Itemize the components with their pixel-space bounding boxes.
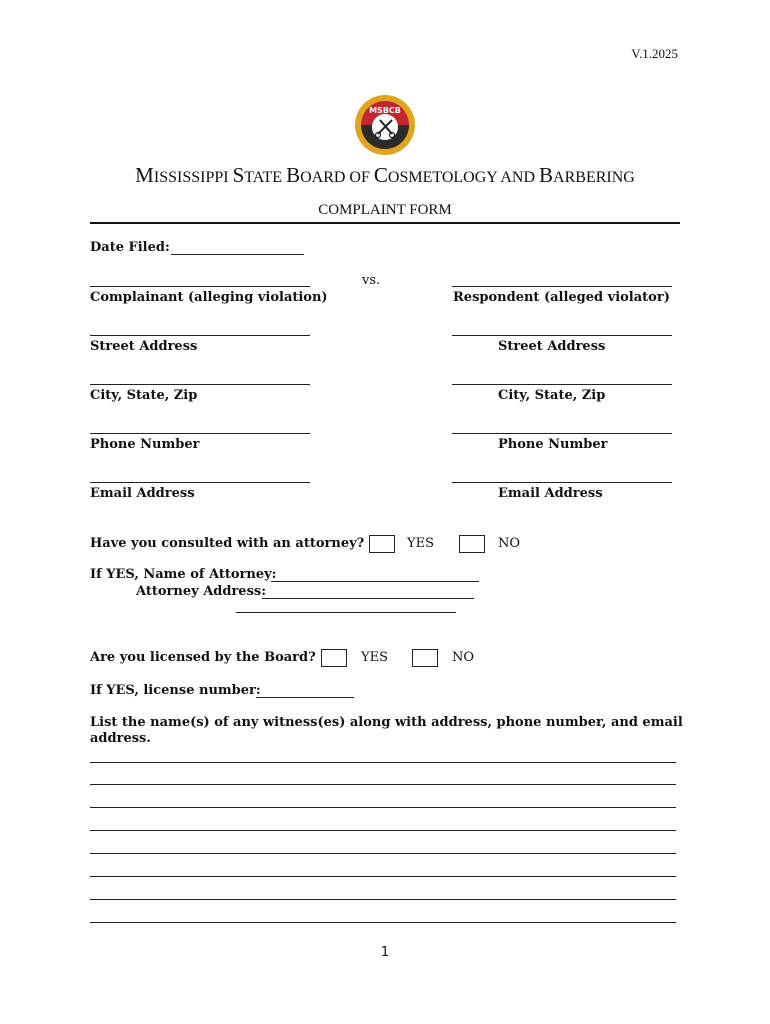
witness-instructions-line2: address. bbox=[90, 731, 151, 746]
attorney-no-label: NO bbox=[498, 536, 521, 551]
respondent-street-field[interactable] bbox=[452, 335, 672, 336]
witness-line[interactable] bbox=[90, 830, 676, 831]
attorney-question: Have you consulted with an attorney? bbox=[90, 536, 365, 551]
respondent-email-label: Email Address bbox=[498, 486, 603, 501]
witness-line[interactable] bbox=[90, 922, 676, 923]
witness-line[interactable] bbox=[90, 807, 676, 808]
version-label: V.1.2025 bbox=[631, 46, 678, 61]
license-number-label: If YES, license number: bbox=[90, 683, 261, 698]
attorney-name-field[interactable] bbox=[271, 581, 479, 582]
license-number-field[interactable] bbox=[256, 697, 354, 698]
attorney-name-label: If YES, Name of Attorney: bbox=[90, 567, 277, 582]
license-yes-checkbox[interactable] bbox=[321, 649, 347, 667]
logo-text: MSBCB bbox=[369, 106, 401, 115]
witness-line[interactable] bbox=[90, 784, 676, 785]
page-number: 1 bbox=[380, 945, 390, 960]
witness-line[interactable] bbox=[90, 762, 676, 763]
attorney-no-checkbox[interactable] bbox=[459, 535, 485, 553]
complainant-email-field[interactable] bbox=[90, 482, 310, 483]
respondent-city-label: City, State, Zip bbox=[498, 388, 606, 403]
attorney-address-field-line2[interactable] bbox=[236, 612, 456, 613]
respondent-street-label: Street Address bbox=[498, 339, 606, 354]
witness-line[interactable] bbox=[90, 853, 676, 854]
complainant-email-label: Email Address bbox=[90, 486, 195, 501]
witness-instructions bbox=[90, 715, 683, 747]
msbcb-seal-logo bbox=[354, 94, 416, 156]
complainant-city-field[interactable] bbox=[90, 384, 310, 385]
respondent-phone-field[interactable] bbox=[452, 433, 672, 434]
date-filed-label: Date Filed: bbox=[90, 240, 170, 255]
respondent-name-field[interactable] bbox=[452, 286, 672, 287]
license-question: Are you licensed by the Board? bbox=[90, 650, 316, 665]
complainant-phone-field[interactable] bbox=[90, 433, 310, 434]
witness-line[interactable] bbox=[90, 899, 676, 900]
attorney-yes-label: YES bbox=[407, 536, 434, 551]
complainant-street-label: Street Address bbox=[90, 339, 198, 354]
form-subtitle: COMPLAINT FORM bbox=[318, 202, 452, 218]
page-title: MISSISSIPPI STATE BOARD OF COSMETOLOGY AND BARBERING bbox=[135, 163, 635, 187]
attorney-yes-checkbox[interactable] bbox=[369, 535, 395, 553]
respondent-name-label: Respondent (alleged violator) bbox=[453, 290, 670, 305]
attorney-address-field[interactable] bbox=[262, 598, 474, 599]
vs-label: vs. bbox=[362, 273, 381, 288]
witness-instructions-line1: List the name(s) of any witness(es) along with address, phone number, and email bbox=[90, 715, 683, 730]
complainant-name-field[interactable] bbox=[90, 286, 310, 287]
witness-line[interactable] bbox=[90, 876, 676, 877]
respondent-city-field[interactable] bbox=[452, 384, 672, 385]
date-filed-field[interactable] bbox=[171, 254, 304, 255]
attorney-address-label: Attorney Address: bbox=[136, 584, 267, 599]
license-no-label: NO bbox=[452, 650, 475, 665]
license-no-checkbox[interactable] bbox=[412, 649, 438, 667]
title-divider bbox=[90, 222, 680, 224]
complainant-city-label: City, State, Zip bbox=[90, 388, 198, 403]
respondent-phone-label: Phone Number bbox=[498, 437, 608, 452]
complainant-name-label: Complainant (alleging violation) bbox=[90, 290, 328, 305]
complainant-street-field[interactable] bbox=[90, 335, 310, 336]
respondent-email-field[interactable] bbox=[452, 482, 672, 483]
license-yes-label: YES bbox=[361, 650, 388, 665]
complainant-phone-label: Phone Number bbox=[90, 437, 200, 452]
